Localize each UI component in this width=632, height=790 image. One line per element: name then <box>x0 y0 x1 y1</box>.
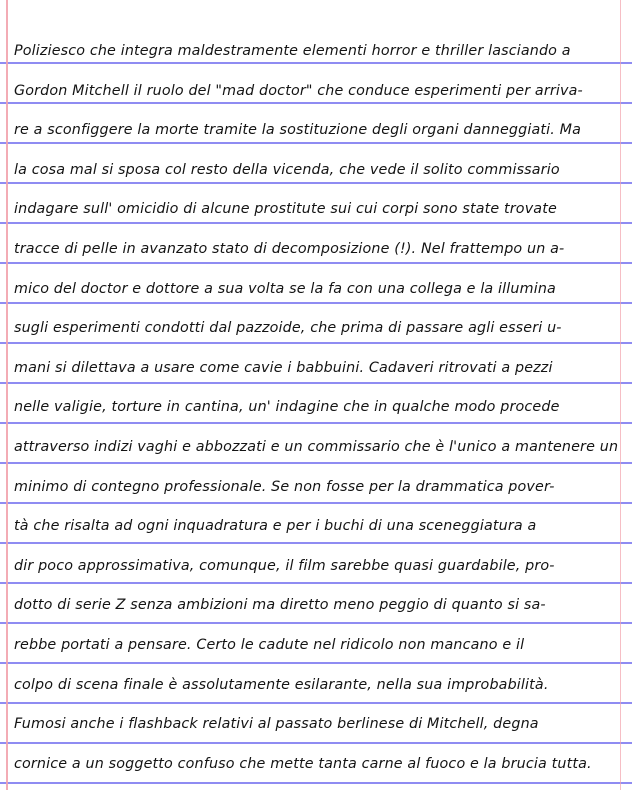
text-line: attraverso indizi vaghi e abbozzati e un commissario che è l'unico a mantenere un <box>14 438 619 455</box>
text-line: colpo di scena finale è assolutamente esilarante, nella sua improbabilità. <box>14 676 549 693</box>
text-line: tracce di pelle in avanzato stato di decomposizione (!). Nel frattempo un a- <box>14 240 565 257</box>
text-line: Poliziesco che integra maldestramente elementi horror e thriller lasciando a <box>14 43 571 59</box>
text-line: mani si dilettava a usare come cavie i babbuini. Cadaveri ritrovati a pezzi <box>14 359 553 376</box>
text-line: Gordon Mitchell il ruolo del "mad doctor" che conduce esperimenti per arriva- <box>14 82 583 99</box>
text-line: cornice a un soggetto confuso che mette tanta carne al fuoco e la brucia tutta. <box>14 755 592 772</box>
left-margin-line <box>6 0 8 790</box>
text-line: minimo di contegno professionale. Se non fosse per la drammatica pover- <box>14 478 555 495</box>
text-line: nelle valigie, torture in cantina, un' indagine che in qualche modo procede <box>14 399 560 416</box>
text-line: dir poco approssimativa, comunque, il film sarebbe quasi guardabile, pro- <box>14 557 555 574</box>
text-line: tà che risalta ad ogni inquadratura e per i buchi di una sceneggiatura a <box>14 518 537 535</box>
text-line: indagare sull' omicidio di alcune prostitute sui cui corpi sono state trovate <box>14 201 557 218</box>
handwritten-text-block <box>14 36 626 788</box>
text-line: la cosa mal si sposa col resto della vicenda, che vede il solito commissario <box>14 161 560 178</box>
text-line: rebbe portati a pensare. Certo le cadute nel ridicolo non mancano e il <box>14 636 525 653</box>
text-line: sugli esperimenti condotti dal pazzoide, che prima di passare agli esseri u- <box>14 320 562 337</box>
text-line: dotto di serie Z senza ambizioni ma diretto meno peggio di quanto si sa- <box>14 597 546 614</box>
text-line: Fumosi anche i flashback relativi al passato berlinese di Mitchell, degna <box>14 716 539 733</box>
text-line: mico del doctor e dottore a sua volta se la fa con una collega e la illumina <box>14 280 556 297</box>
text-line: re a sconfiggere la morte tramite la sostituzione degli organi danneggiati. Ma <box>14 122 582 139</box>
